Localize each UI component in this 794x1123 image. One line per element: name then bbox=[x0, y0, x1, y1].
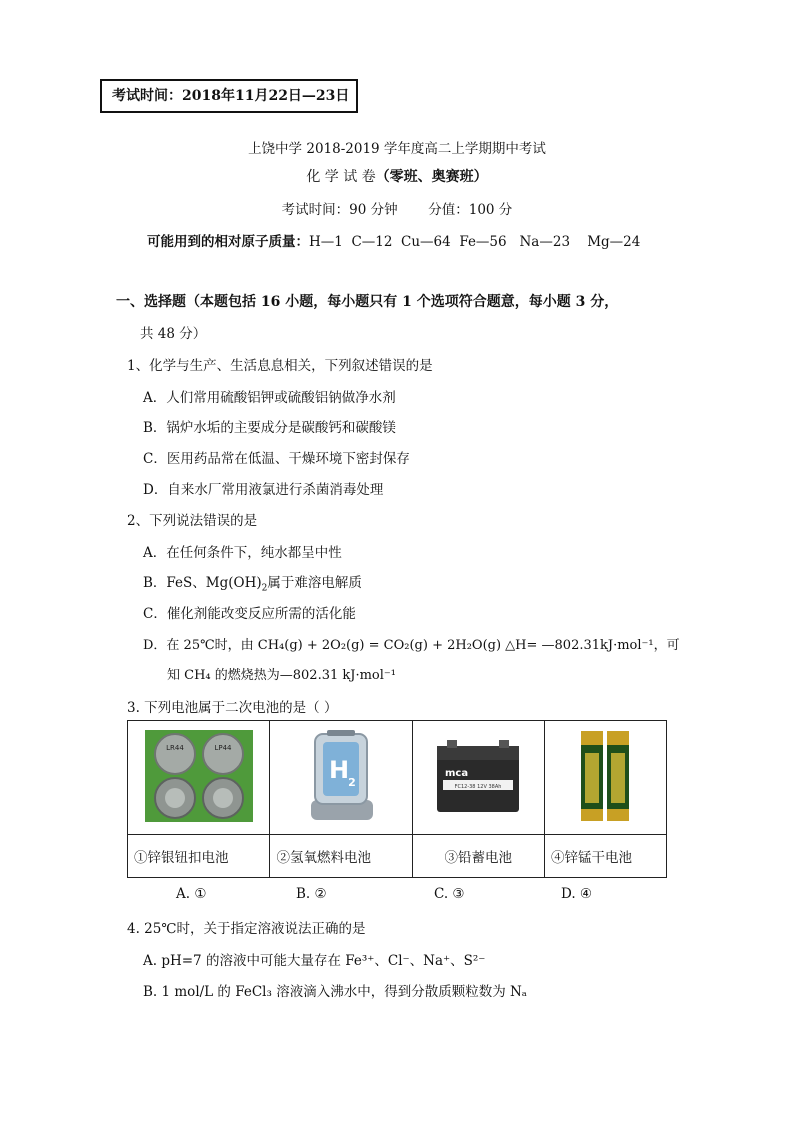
fuel-cell-image bbox=[297, 728, 385, 824]
q3-option-a: A. ① bbox=[176, 886, 207, 902]
q4-option-a: A. pH=7 的溶液中可能大量存在 Fe³⁺、Cl⁻、Na⁺、S²⁻ bbox=[143, 953, 486, 969]
battery-label-1: ①锌银钮扣电池 bbox=[128, 835, 270, 878]
battery-table bbox=[127, 720, 667, 878]
q3-option-b: B. ② bbox=[296, 886, 327, 902]
cell-text-lp44: LP44 bbox=[214, 743, 232, 752]
q2-option-b-post: 属于难溶电解质 bbox=[267, 575, 362, 591]
school-title: 上饶中学 2018-2019 学年度高二上学期期中考试 bbox=[248, 141, 546, 157]
lead-acid-brand-text: mca bbox=[445, 767, 469, 779]
paper-title-classes: （零班、奥赛班） bbox=[375, 169, 488, 185]
q1-stem: 1、化学与生产、生活息息相关，下列叙述错误的是 bbox=[127, 358, 433, 374]
battery-cell-1 bbox=[128, 721, 270, 835]
battery-label-4: ④锌锰干电池 bbox=[544, 835, 666, 878]
dry-cell-image bbox=[575, 729, 635, 823]
cell-text-lr44: LR44 bbox=[165, 743, 184, 752]
q3-option-c: C. ③ bbox=[434, 886, 465, 902]
paper-title-main: 化 学 试 卷 bbox=[306, 169, 376, 185]
q1-option-c: C．医用药品常在低温、干燥环境下密封保存 bbox=[143, 451, 410, 467]
q3-stem: 3. 下列电池属于二次电池的是（ ） bbox=[127, 700, 338, 716]
fuel-cell-h-text: H bbox=[329, 755, 350, 784]
exam-duration: 考试时间：90 分钟 bbox=[281, 202, 398, 218]
battery-cell-2 bbox=[270, 721, 412, 835]
q2-option-a: A．在任何条件下，纯水都呈中性 bbox=[143, 545, 342, 561]
exam-meta bbox=[0, 198, 794, 218]
paper-title bbox=[0, 166, 794, 186]
q1-option-b: B．锅炉水垢的主要成分是碳酸钙和碳酸镁 bbox=[143, 420, 396, 436]
q2-option-b-pre: B．FeS、Mg(OH) bbox=[143, 575, 262, 591]
q2-option-b-sub: 2 bbox=[261, 583, 268, 594]
q2-option-c: C．催化剂能改变反应所需的活化能 bbox=[143, 606, 356, 622]
q3-option-d: D. ④ bbox=[561, 886, 593, 902]
q2-option-d-line2: 知 CH₄ 的燃烧热为—802.31 kJ·mol⁻¹ bbox=[167, 668, 396, 683]
exam-time-box: 考试时间：2018年11月22日—23日 bbox=[100, 79, 358, 113]
battery-label-3: ③铅蓄电池 bbox=[412, 835, 544, 878]
q4-option-b: B. 1 mol/L 的 FeCl₃ 溶液滴入沸水中，得到分散质颗粒数为 Nₐ bbox=[143, 984, 528, 1000]
battery-cell-3 bbox=[412, 721, 544, 835]
q2-stem: 2、下列说法错误的是 bbox=[127, 513, 258, 529]
battery-label-2: ②氢氧燃料电池 bbox=[270, 835, 412, 878]
q2-option-d-line1: D．在 25℃时，由 CH₄(g) + 2O₂(g) = CO₂(g) + 2H₂O(g) △H= —802.31kJ·mol⁻¹，可 bbox=[143, 638, 680, 653]
q1-option-d: D．自来水厂常用液氯进行杀菌消毒处理 bbox=[143, 482, 384, 498]
q4-stem: 4. 25℃时，关于指定溶液说法正确的是 bbox=[127, 921, 366, 937]
atomic-mass-line bbox=[147, 230, 640, 250]
lead-acid-battery-image bbox=[433, 736, 523, 816]
exam-score: 分值：100 分 bbox=[428, 202, 513, 218]
battery-cell-4 bbox=[544, 721, 666, 835]
q1-option-a: A．人们常用硫酸铝钾或硫酸铝钠做净水剂 bbox=[143, 390, 396, 406]
fuel-cell-2-text: 2 bbox=[348, 775, 356, 789]
section-title-line2: 共 48 分） bbox=[140, 326, 207, 342]
atomic-mass-label: 可能用到的相对原子质量： bbox=[147, 234, 309, 250]
lead-acid-spec-text: FC12-38 12V 38Ah bbox=[454, 783, 502, 790]
q2-option-b bbox=[143, 571, 362, 594]
section-title-line1: 一、选择题（本题包括 16 小题，每小题只有 1 个选项符合题意，每小题 3 分， bbox=[116, 294, 619, 310]
atomic-mass-values: H—1 C—12 Cu—64 Fe—56 Na—23 Mg—24 bbox=[309, 234, 641, 250]
button-cell-image bbox=[145, 730, 253, 822]
